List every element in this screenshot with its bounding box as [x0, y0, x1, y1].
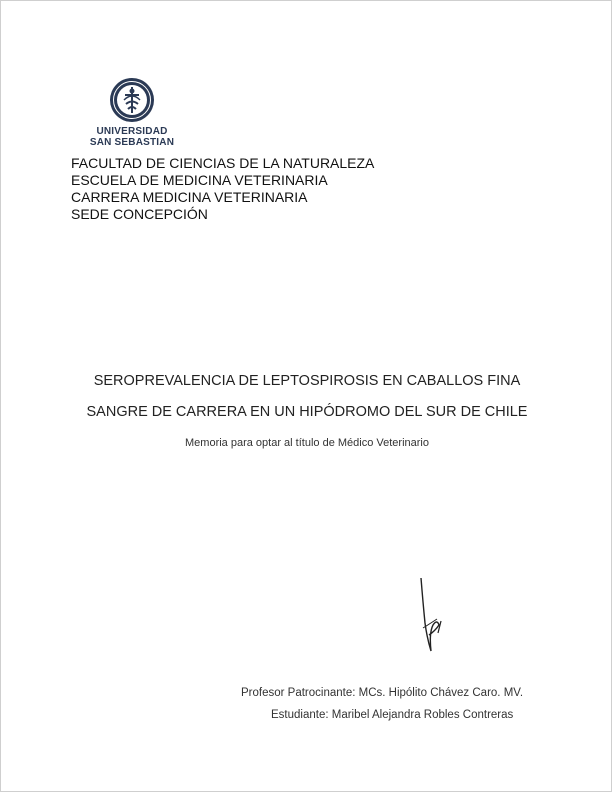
- thesis-subtitle: Memoria para optar al título de Médico Veterinario: [185, 437, 429, 449]
- institution-header: [71, 155, 374, 223]
- university-seal-icon: [109, 77, 155, 123]
- student-line: Estudiante: Maribel Alejandra Robles Contreras: [271, 709, 514, 721]
- sponsor-line: Profesor Patrocinante: MCs. Hipólito Chávez Caro. MV.: [241, 687, 524, 699]
- logo-line-2: SAN SEBASTIAN: [89, 137, 175, 148]
- university-logo: [89, 77, 175, 148]
- logo-line-1: UNIVERSIDAD: [96, 126, 168, 137]
- campus-line: SEDE CONCEPCIÓN: [71, 206, 208, 222]
- career-line: CARRERA MEDICINA VETERINARIA: [71, 189, 308, 205]
- thesis-title-line-2: SANGRE DE CARRERA EN UN HIPÓDROMO DEL SUR DE CHILE: [86, 404, 528, 420]
- handwritten-signature-icon: [401, 573, 461, 663]
- thesis-title-line-1: SEROPREVALENCIA DE LEPTOSPIROSIS EN CABALLOS FINA: [93, 373, 521, 389]
- school-line: ESCUELA DE MEDICINA VETERINARIA: [71, 172, 328, 188]
- credits-block: [241, 682, 523, 726]
- faculty-line: FACULTAD DE CIENCIAS DE LA NATURALEZA: [71, 155, 375, 171]
